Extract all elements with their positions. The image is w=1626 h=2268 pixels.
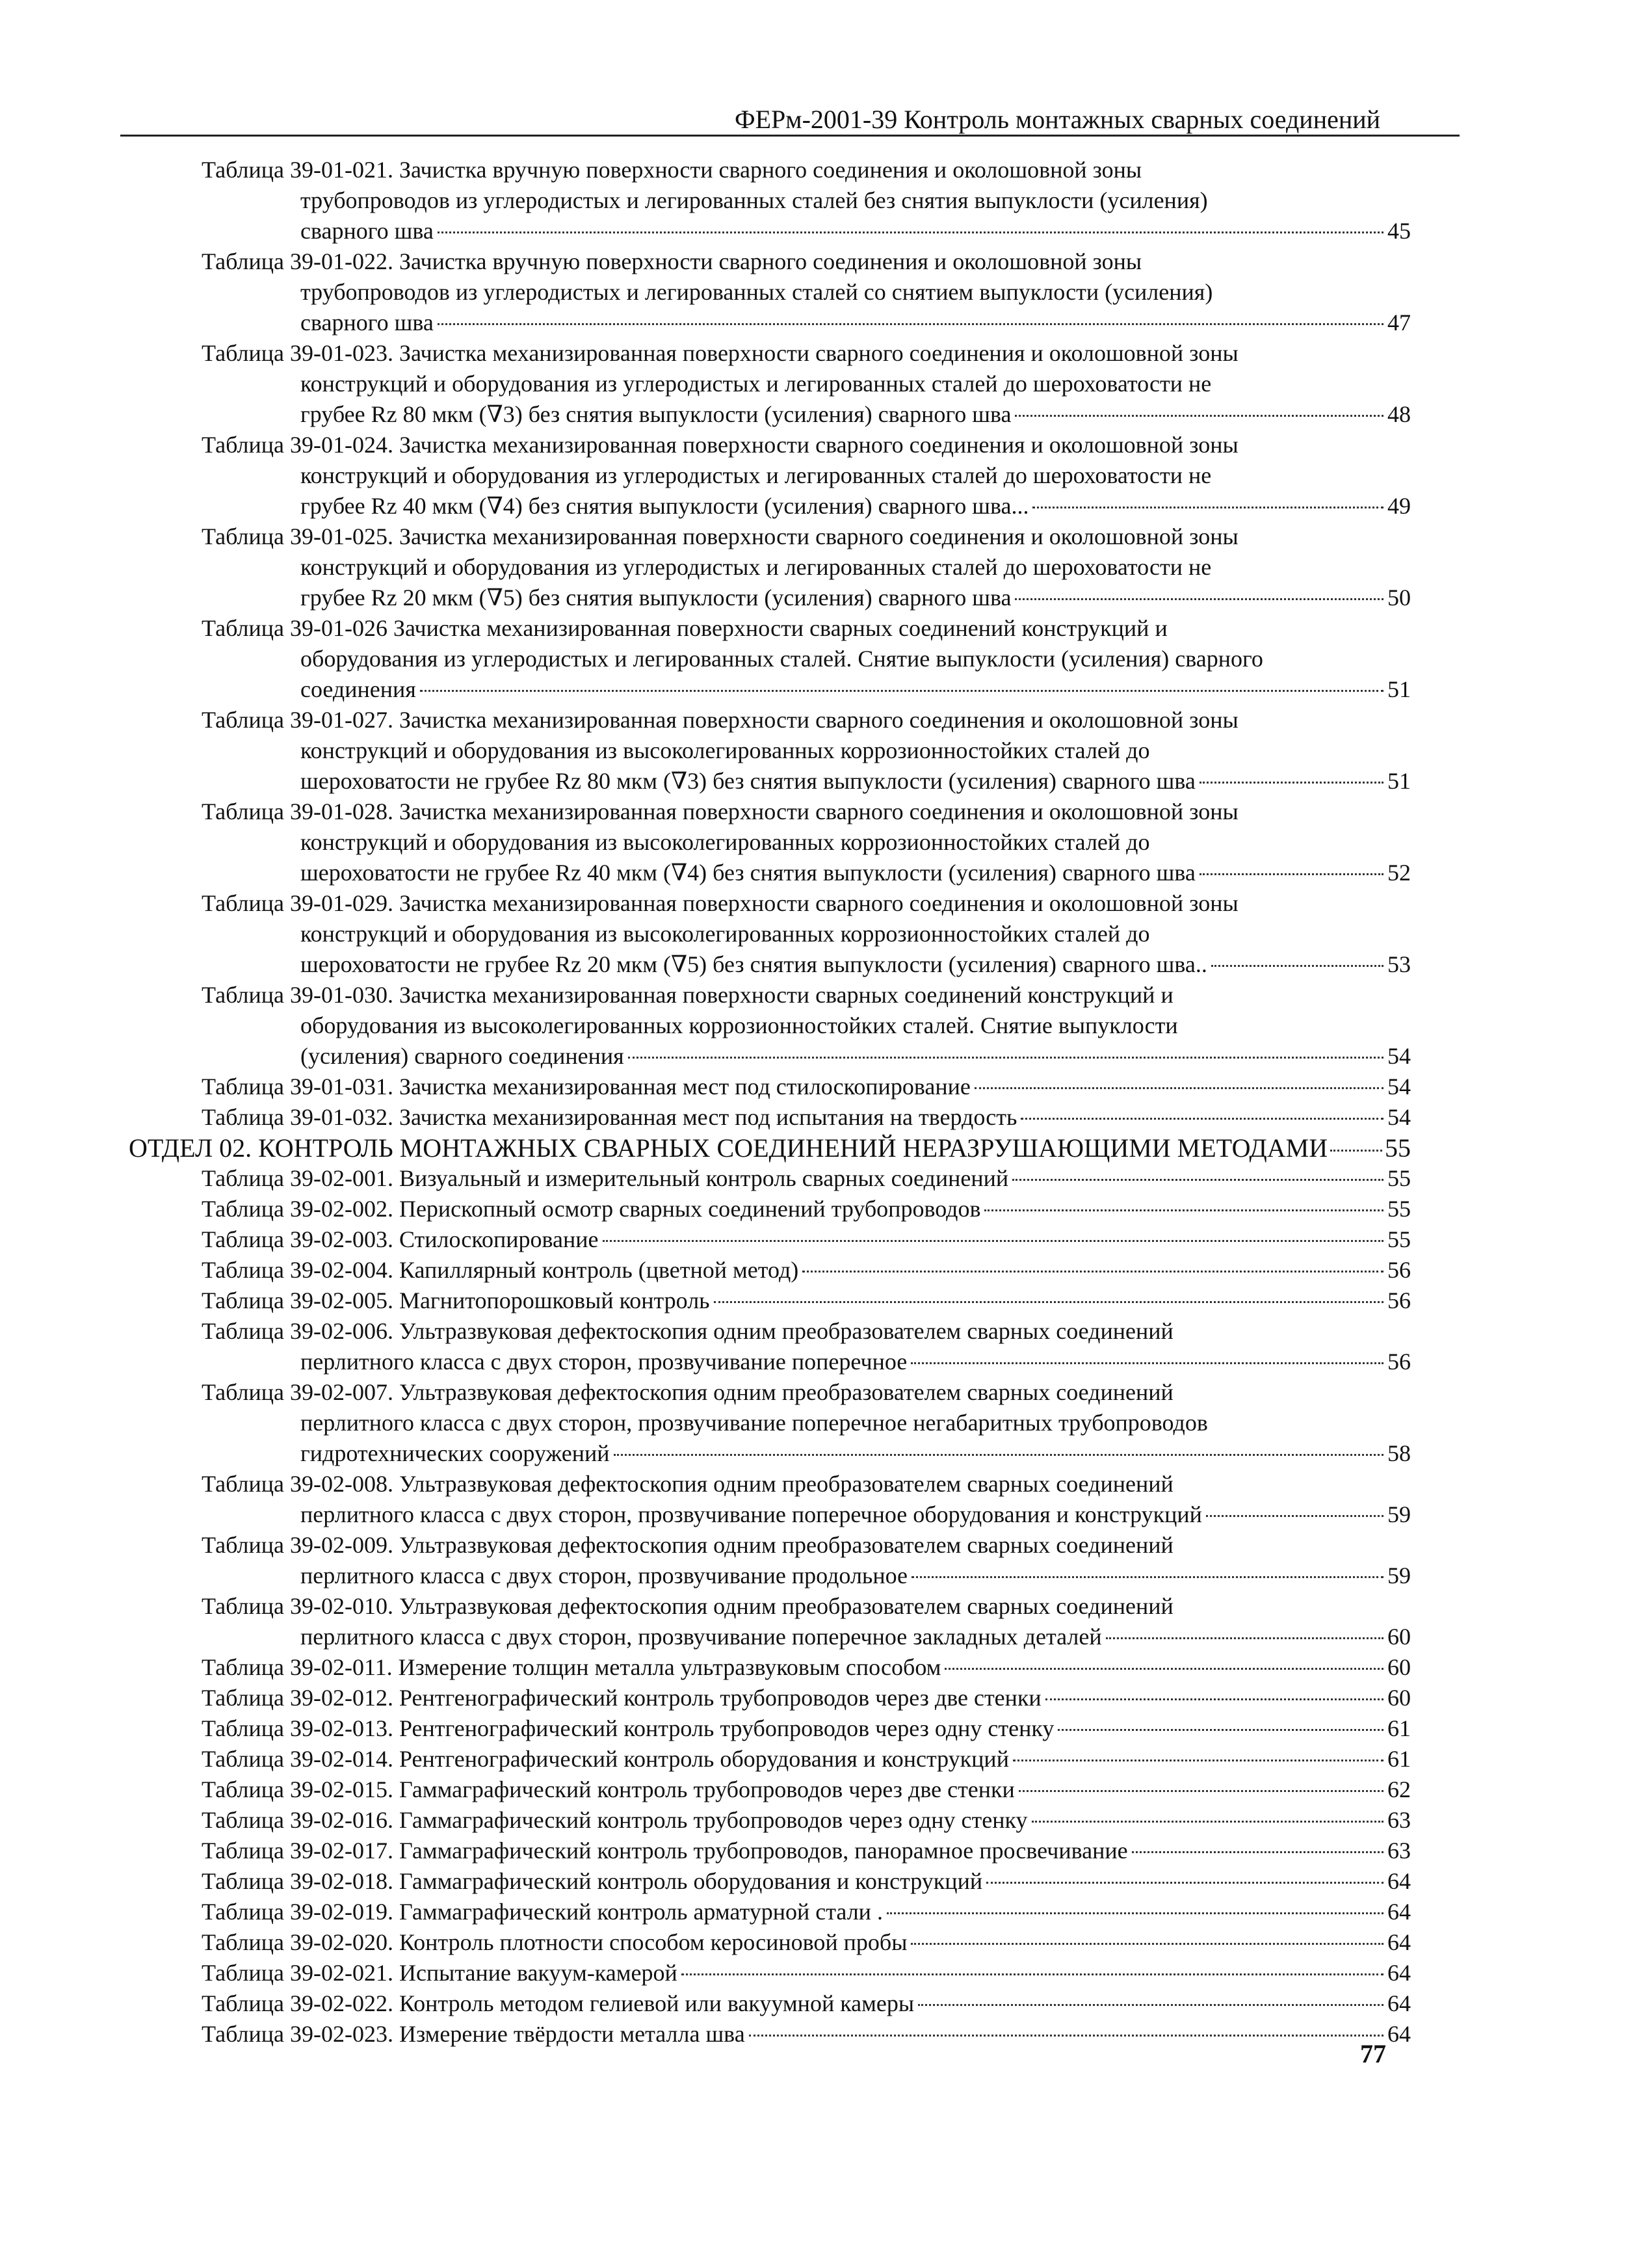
leader-dots xyxy=(911,1362,1383,1364)
entry-last-line xyxy=(202,2019,1411,2050)
entry-line: Таблица 39-02-004. Капиллярный контроль (цветной метод) xyxy=(202,1257,799,1283)
leader-dots xyxy=(1045,1698,1383,1700)
entry-page: 56 xyxy=(1387,1257,1411,1283)
entry-last-line xyxy=(202,1438,1411,1469)
entry-last-line xyxy=(202,1163,1411,1194)
toc-entry xyxy=(202,980,1411,1072)
toc-entry xyxy=(202,1927,1411,1958)
entry-page: 63 xyxy=(1387,1838,1411,1864)
entry-page: 64 xyxy=(1387,1990,1411,2016)
entry-line: Таблица 39-01-022. Зачистка вручную поверхности сварного соединения и околошовной зоны xyxy=(202,248,1142,274)
leader-dots xyxy=(911,1943,1383,1945)
entry-line: перлитного класса с двух сторон, прозвучивание поперечное xyxy=(300,1349,908,1375)
entry-line: Таблица 39-02-018. Гаммаграфический контроль оборудования и конструкций xyxy=(202,1868,983,1894)
entry-line: Таблица 39-02-013. Рентгенографический контроль трубопроводов через одну стенку xyxy=(202,1715,1055,1741)
toc-entry xyxy=(202,1194,1411,1224)
entry-page: 60 xyxy=(1387,1624,1411,1650)
entry-last-line xyxy=(202,1102,1411,1133)
entry-last-line xyxy=(202,1622,1411,1652)
entry-page: 61 xyxy=(1387,1746,1411,1772)
entry-last-line xyxy=(202,1713,1411,1744)
entry-line: Таблица 39-02-020. Контроль плотности способом керосиновой пробы xyxy=(202,1929,908,1955)
entry-page: 64 xyxy=(1387,1899,1411,1925)
toc-entry xyxy=(202,797,1411,888)
entry-last-line xyxy=(202,1805,1411,1836)
entry-last-line xyxy=(202,1683,1411,1713)
leader-dots xyxy=(1200,782,1383,784)
leader-dots xyxy=(681,1973,1383,1975)
entry-line: конструкций и оборудования из высоколегированных коррозионностойких сталей до xyxy=(300,921,1150,947)
entry-last-line xyxy=(202,583,1411,613)
table-of-contents xyxy=(0,155,1626,2050)
entry-line: перлитного класса с двух сторон, прозвучивание поперечное оборудования и конструкций xyxy=(300,1501,1202,1527)
entry-line: Таблица 39-02-015. Гаммаграфический контроль трубопроводов через две стенки xyxy=(202,1776,1015,1802)
leader-dots xyxy=(1058,1729,1383,1731)
entry-line: гидротехнических сооружений xyxy=(300,1440,610,1466)
entry-last-line xyxy=(202,1072,1411,1102)
entry-page: 63 xyxy=(1387,1807,1411,1833)
leader-dots xyxy=(1013,1760,1383,1761)
entry-line: Таблица 39-02-019. Гаммаграфический контроль арматурной стали . xyxy=(202,1899,883,1925)
entry-last-line xyxy=(202,1499,1411,1530)
entry-page: 59 xyxy=(1387,1501,1411,1527)
section-page: 55 xyxy=(1385,1133,1411,1163)
entry-line: перлитного класса с двух сторон, прозвучивание поперечное закладных деталей xyxy=(300,1624,1102,1650)
leader-dots xyxy=(986,1882,1383,1884)
entry-page: 49 xyxy=(1387,493,1411,519)
entry-page: 64 xyxy=(1387,1960,1411,1986)
entry-page: 60 xyxy=(1387,1685,1411,1711)
toc-entry xyxy=(202,430,1411,521)
toc-entry xyxy=(202,1316,1411,1377)
entry-last-line xyxy=(202,1988,1411,2019)
entry-last-line xyxy=(202,1286,1411,1316)
toc-entry xyxy=(202,613,1411,705)
toc-entry xyxy=(202,705,1411,797)
entry-line: Таблица 39-01-030. Зачистка механизированная поверхности сварных соединений конструкций и xyxy=(202,982,1174,1008)
entry-last-line xyxy=(202,308,1411,338)
entry-line: Таблица 39-02-022. Контроль методом гелиевой или вакуумной камеры xyxy=(202,1990,915,2016)
leader-dots xyxy=(438,323,1383,325)
entry-page: 64 xyxy=(1387,1868,1411,1894)
entry-line: Таблица 39-01-029. Зачистка механизированная поверхности сварного соединения и околошовной зоны xyxy=(202,890,1239,916)
entry-page: 54 xyxy=(1387,1104,1411,1130)
entry-line: грубее Rz 40 мкм (∇4) без снятия выпуклости (усиления) сварного шва... xyxy=(300,493,1029,519)
toc-entry xyxy=(202,1774,1411,1805)
toc-entry xyxy=(202,1224,1411,1255)
toc-entry xyxy=(202,1652,1411,1683)
entry-line: Таблица 39-02-003. Стилоскопирование xyxy=(202,1226,599,1252)
entry-page: 51 xyxy=(1387,676,1411,702)
entry-last-line xyxy=(202,1927,1411,1958)
entry-last-line xyxy=(202,1774,1411,1805)
entry-line: Таблица 39-01-028. Зачистка механизированная поверхности сварного соединения и околошовной зоны xyxy=(202,798,1239,824)
entry-last-line xyxy=(202,1224,1411,1255)
leader-dots xyxy=(628,1057,1383,1059)
toc-entry xyxy=(202,1958,1411,1988)
leader-dots xyxy=(1032,507,1383,508)
entry-line: Таблица 39-01-026 Зачистка механизированная поверхности сварных соединений конструкций и xyxy=(202,615,1168,641)
toc-entry xyxy=(202,521,1411,613)
entry-line: грубее Rz 80 мкм (∇3) без снятия выпуклости (усиления) сварного шва xyxy=(300,401,1012,427)
entry-line: Таблица 39-01-031. Зачистка механизированная мест под стилоскопирование xyxy=(202,1074,971,1100)
entry-page: 58 xyxy=(1387,1440,1411,1466)
leader-dots xyxy=(984,1209,1383,1211)
entry-page: 64 xyxy=(1387,2021,1411,2047)
entry-last-line xyxy=(202,766,1411,797)
entry-last-line xyxy=(202,1744,1411,1774)
entry-last-line xyxy=(202,1347,1411,1377)
leader-dots xyxy=(1019,1790,1383,1792)
entry-last-line xyxy=(202,1255,1411,1286)
entry-line: Таблица 39-02-011. Измерение толщин металла ультразвуковым способом xyxy=(202,1654,941,1680)
toc-entry xyxy=(202,1530,1411,1591)
entry-line: сварного шва xyxy=(300,218,434,244)
toc-entry xyxy=(202,1255,1411,1286)
toc-entry xyxy=(202,338,1411,430)
entry-line: Таблица 39-02-005. Магнитопорошковый контроль xyxy=(202,1287,710,1313)
toc-entry xyxy=(202,2019,1411,2050)
entry-line: конструкций и оборудования из углеродистых и легированных сталей до шероховатости не xyxy=(300,554,1212,580)
toc-entry xyxy=(202,1683,1411,1713)
entry-last-line xyxy=(202,1897,1411,1927)
page-number: 77 xyxy=(1360,2039,1386,2068)
leader-dots xyxy=(1200,873,1383,875)
toc-entry xyxy=(202,1988,1411,2019)
toc-entry xyxy=(202,1377,1411,1469)
leader-dots xyxy=(1021,1118,1383,1120)
entry-page: 55 xyxy=(1387,1196,1411,1222)
toc-entry xyxy=(202,1102,1411,1133)
entry-last-line xyxy=(202,1958,1411,1988)
entry-last-line xyxy=(202,949,1411,980)
toc-entry xyxy=(202,1591,1411,1652)
leader-dots xyxy=(1015,598,1383,600)
entry-page: 48 xyxy=(1387,401,1411,427)
entry-page: 47 xyxy=(1387,310,1411,336)
leader-dots xyxy=(918,2004,1383,2006)
running-header: ФЕРм-2001-39 Контроль монтажных сварных соединений xyxy=(735,105,1381,134)
entry-last-line xyxy=(202,399,1411,430)
entry-line: Таблица 39-02-002. Перископный осмотр сварных соединений трубопроводов xyxy=(202,1196,981,1222)
leader-dots xyxy=(1211,965,1383,967)
entry-page: 61 xyxy=(1387,1715,1411,1741)
section-heading xyxy=(129,1133,1411,1163)
entry-page: 62 xyxy=(1387,1776,1411,1802)
entry-line: Таблица 39-01-025. Зачистка механизированная поверхности сварного соединения и околошовной зоны xyxy=(202,523,1239,549)
toc-entry xyxy=(202,1713,1411,1744)
entry-line: конструкций и оборудования из высоколегированных коррозионностойких сталей до xyxy=(300,737,1150,763)
leader-dots xyxy=(1012,1179,1383,1181)
header-rule xyxy=(120,135,1460,137)
entry-line: Таблица 39-02-001. Визуальный и измерительный контроль сварных соединений xyxy=(202,1165,1009,1191)
leader-dots xyxy=(420,690,1383,692)
leader-dots xyxy=(614,1454,1383,1456)
entry-line: перлитного класса с двух сторон, прозвучивание поперечное негабаритных трубопроводов xyxy=(300,1410,1208,1436)
leader-dots xyxy=(714,1301,1383,1303)
entry-last-line xyxy=(202,216,1411,246)
entry-line: трубопроводов из углеродистых и легированных сталей без снятия выпуклости (усиления) xyxy=(300,187,1208,213)
toc-entry xyxy=(202,1805,1411,1836)
toc-part-2 xyxy=(0,1163,1626,2050)
entry-page: 59 xyxy=(1387,1563,1411,1589)
entry-line: соединения xyxy=(300,676,416,702)
entry-line: Таблица 39-01-032. Зачистка механизированная мест под испытания на твердость xyxy=(202,1104,1017,1130)
toc-entry xyxy=(202,1866,1411,1897)
entry-line: оборудования из высоколегированных коррозионностойких сталей. Снятие выпуклости xyxy=(300,1012,1178,1038)
entry-line: Таблица 39-01-023. Зачистка механизированная поверхности сварного соединения и околошовной зоны xyxy=(202,340,1239,366)
leader-dots xyxy=(1015,415,1383,417)
entry-last-line xyxy=(202,858,1411,888)
entry-line: Таблица 39-02-012. Рентгенографический контроль трубопроводов через две стенки xyxy=(202,1685,1042,1711)
entry-last-line xyxy=(202,674,1411,705)
entry-page: 45 xyxy=(1387,218,1411,244)
entry-line: Таблица 39-01-027. Зачистка механизированная поверхности сварного соединения и околошовной зоны xyxy=(202,707,1239,733)
entry-line: оборудования из углеродистых и легированных сталей. Снятие выпуклости (усиления) сварного xyxy=(300,646,1263,672)
toc-entry xyxy=(202,155,1411,246)
entry-line: Таблица 39-02-010. Ультразвуковая дефектоскопия одним преобразователем сварных соединений xyxy=(202,1593,1174,1619)
entry-line: Таблица 39-02-017. Гаммаграфический контроль трубопроводов, панорамное просвечивание xyxy=(202,1838,1128,1864)
entry-page: 54 xyxy=(1387,1043,1411,1069)
leader-dots xyxy=(887,1912,1383,1914)
entry-line: сварного шва xyxy=(300,310,434,336)
leader-dots xyxy=(1132,1851,1383,1853)
entry-page: 56 xyxy=(1387,1287,1411,1313)
section-title: ОТДЕЛ 02. КОНТРОЛЬ МОНТАЖНЫХ СВАРНЫХ СОЕДИНЕНИЙ НЕРАЗРУШАЮЩИМИ МЕТОДАМИ xyxy=(129,1133,1328,1163)
entry-line: Таблица 39-02-006. Ультразвуковая дефектоскопия одним преобразователем сварных соединений xyxy=(202,1318,1174,1344)
toc-entry xyxy=(202,1836,1411,1866)
entry-line: шероховатости не грубее Rz 40 мкм (∇4) без снятия выпуклости (усиления) сварного шва xyxy=(300,860,1196,886)
entry-line: Таблица 39-02-023. Измерение твёрдости металла шва xyxy=(202,2021,745,2047)
toc-entry xyxy=(202,246,1411,338)
entry-line: Таблица 39-02-016. Гаммаграфический контроль трубопроводов через одну стенку xyxy=(202,1807,1028,1833)
leader-dots xyxy=(945,1668,1383,1670)
entry-page: 51 xyxy=(1387,768,1411,794)
leader-dots xyxy=(911,1576,1383,1578)
toc-part-1 xyxy=(0,155,1626,1133)
entry-page: 52 xyxy=(1387,860,1411,886)
entry-line: Таблица 39-01-021. Зачистка вручную поверхности сварного соединения и околошовной зоны xyxy=(202,157,1142,183)
entry-page: 64 xyxy=(1387,1929,1411,1955)
toc-entry xyxy=(202,1286,1411,1316)
entry-line: Таблица 39-02-009. Ультразвуковая дефектоскопия одним преобразователем сварных соединений xyxy=(202,1532,1174,1558)
entry-line: перлитного класса с двух сторон, прозвучивание продольное xyxy=(300,1563,908,1589)
entry-line: шероховатости не грубее Rz 80 мкм (∇3) без снятия выпуклости (усиления) сварного шва xyxy=(300,768,1196,794)
entry-page: 55 xyxy=(1387,1226,1411,1252)
entry-page: 53 xyxy=(1387,951,1411,977)
entry-page: 56 xyxy=(1387,1349,1411,1375)
entry-last-line xyxy=(202,1561,1411,1591)
entry-line: (усиления) сварного соединения xyxy=(300,1043,624,1069)
leader-dots xyxy=(1106,1637,1383,1639)
entry-line: Таблица 39-02-007. Ультразвуковая дефектоскопия одним преобразователем сварных соединений xyxy=(202,1379,1174,1405)
leader-dots xyxy=(1206,1515,1383,1517)
leader-dots xyxy=(1330,1150,1382,1152)
leader-dots xyxy=(975,1087,1383,1089)
toc-entry xyxy=(202,1897,1411,1927)
toc-entry xyxy=(202,1469,1411,1530)
leader-dots xyxy=(603,1240,1383,1242)
entry-last-line xyxy=(202,1836,1411,1866)
entry-line: конструкций и оборудования из углеродистых и легированных сталей до шероховатости не xyxy=(300,371,1212,397)
entry-line: шероховатости не грубее Rz 20 мкм (∇5) без снятия выпуклости (усиления) сварного шва.. xyxy=(300,951,1207,977)
leader-dots xyxy=(438,231,1383,233)
entry-page: 55 xyxy=(1387,1165,1411,1191)
toc-entry xyxy=(202,1744,1411,1774)
leader-dots xyxy=(802,1271,1383,1272)
entry-line: трубопроводов из углеродистых и легированных сталей со снятием выпуклости (усиления) xyxy=(300,279,1213,305)
leader-dots xyxy=(749,2035,1383,2037)
toc-entry xyxy=(202,888,1411,980)
entry-line: Таблица 39-02-014. Рентгенографический контроль оборудования и конструкций xyxy=(202,1746,1009,1772)
entry-last-line xyxy=(202,1652,1411,1683)
entry-line: Таблица 39-01-024. Зачистка механизированная поверхности сварного соединения и околошовной зоны xyxy=(202,432,1239,458)
entry-line: Таблица 39-02-008. Ультразвуковая дефектоскопия одним преобразователем сварных соединений xyxy=(202,1471,1174,1497)
entry-page: 50 xyxy=(1387,585,1411,611)
entry-line: конструкций и оборудования из высоколегированных коррозионностойких сталей до xyxy=(300,829,1150,855)
entry-last-line xyxy=(202,491,1411,521)
entry-last-line xyxy=(202,1041,1411,1072)
entry-last-line xyxy=(202,1194,1411,1224)
entry-line: грубее Rz 20 мкм (∇5) без снятия выпуклости (усиления) сварного шва xyxy=(300,585,1012,611)
toc-entry xyxy=(202,1072,1411,1102)
entry-page: 54 xyxy=(1387,1074,1411,1100)
entry-line: конструкций и оборудования из углеродистых и легированных сталей до шероховатости не xyxy=(300,462,1212,488)
entry-last-line xyxy=(202,1866,1411,1897)
entry-line: Таблица 39-02-021. Испытание вакуум-камерой xyxy=(202,1960,677,1986)
toc-entry xyxy=(202,1163,1411,1194)
entry-page: 60 xyxy=(1387,1654,1411,1680)
leader-dots xyxy=(1032,1821,1384,1823)
